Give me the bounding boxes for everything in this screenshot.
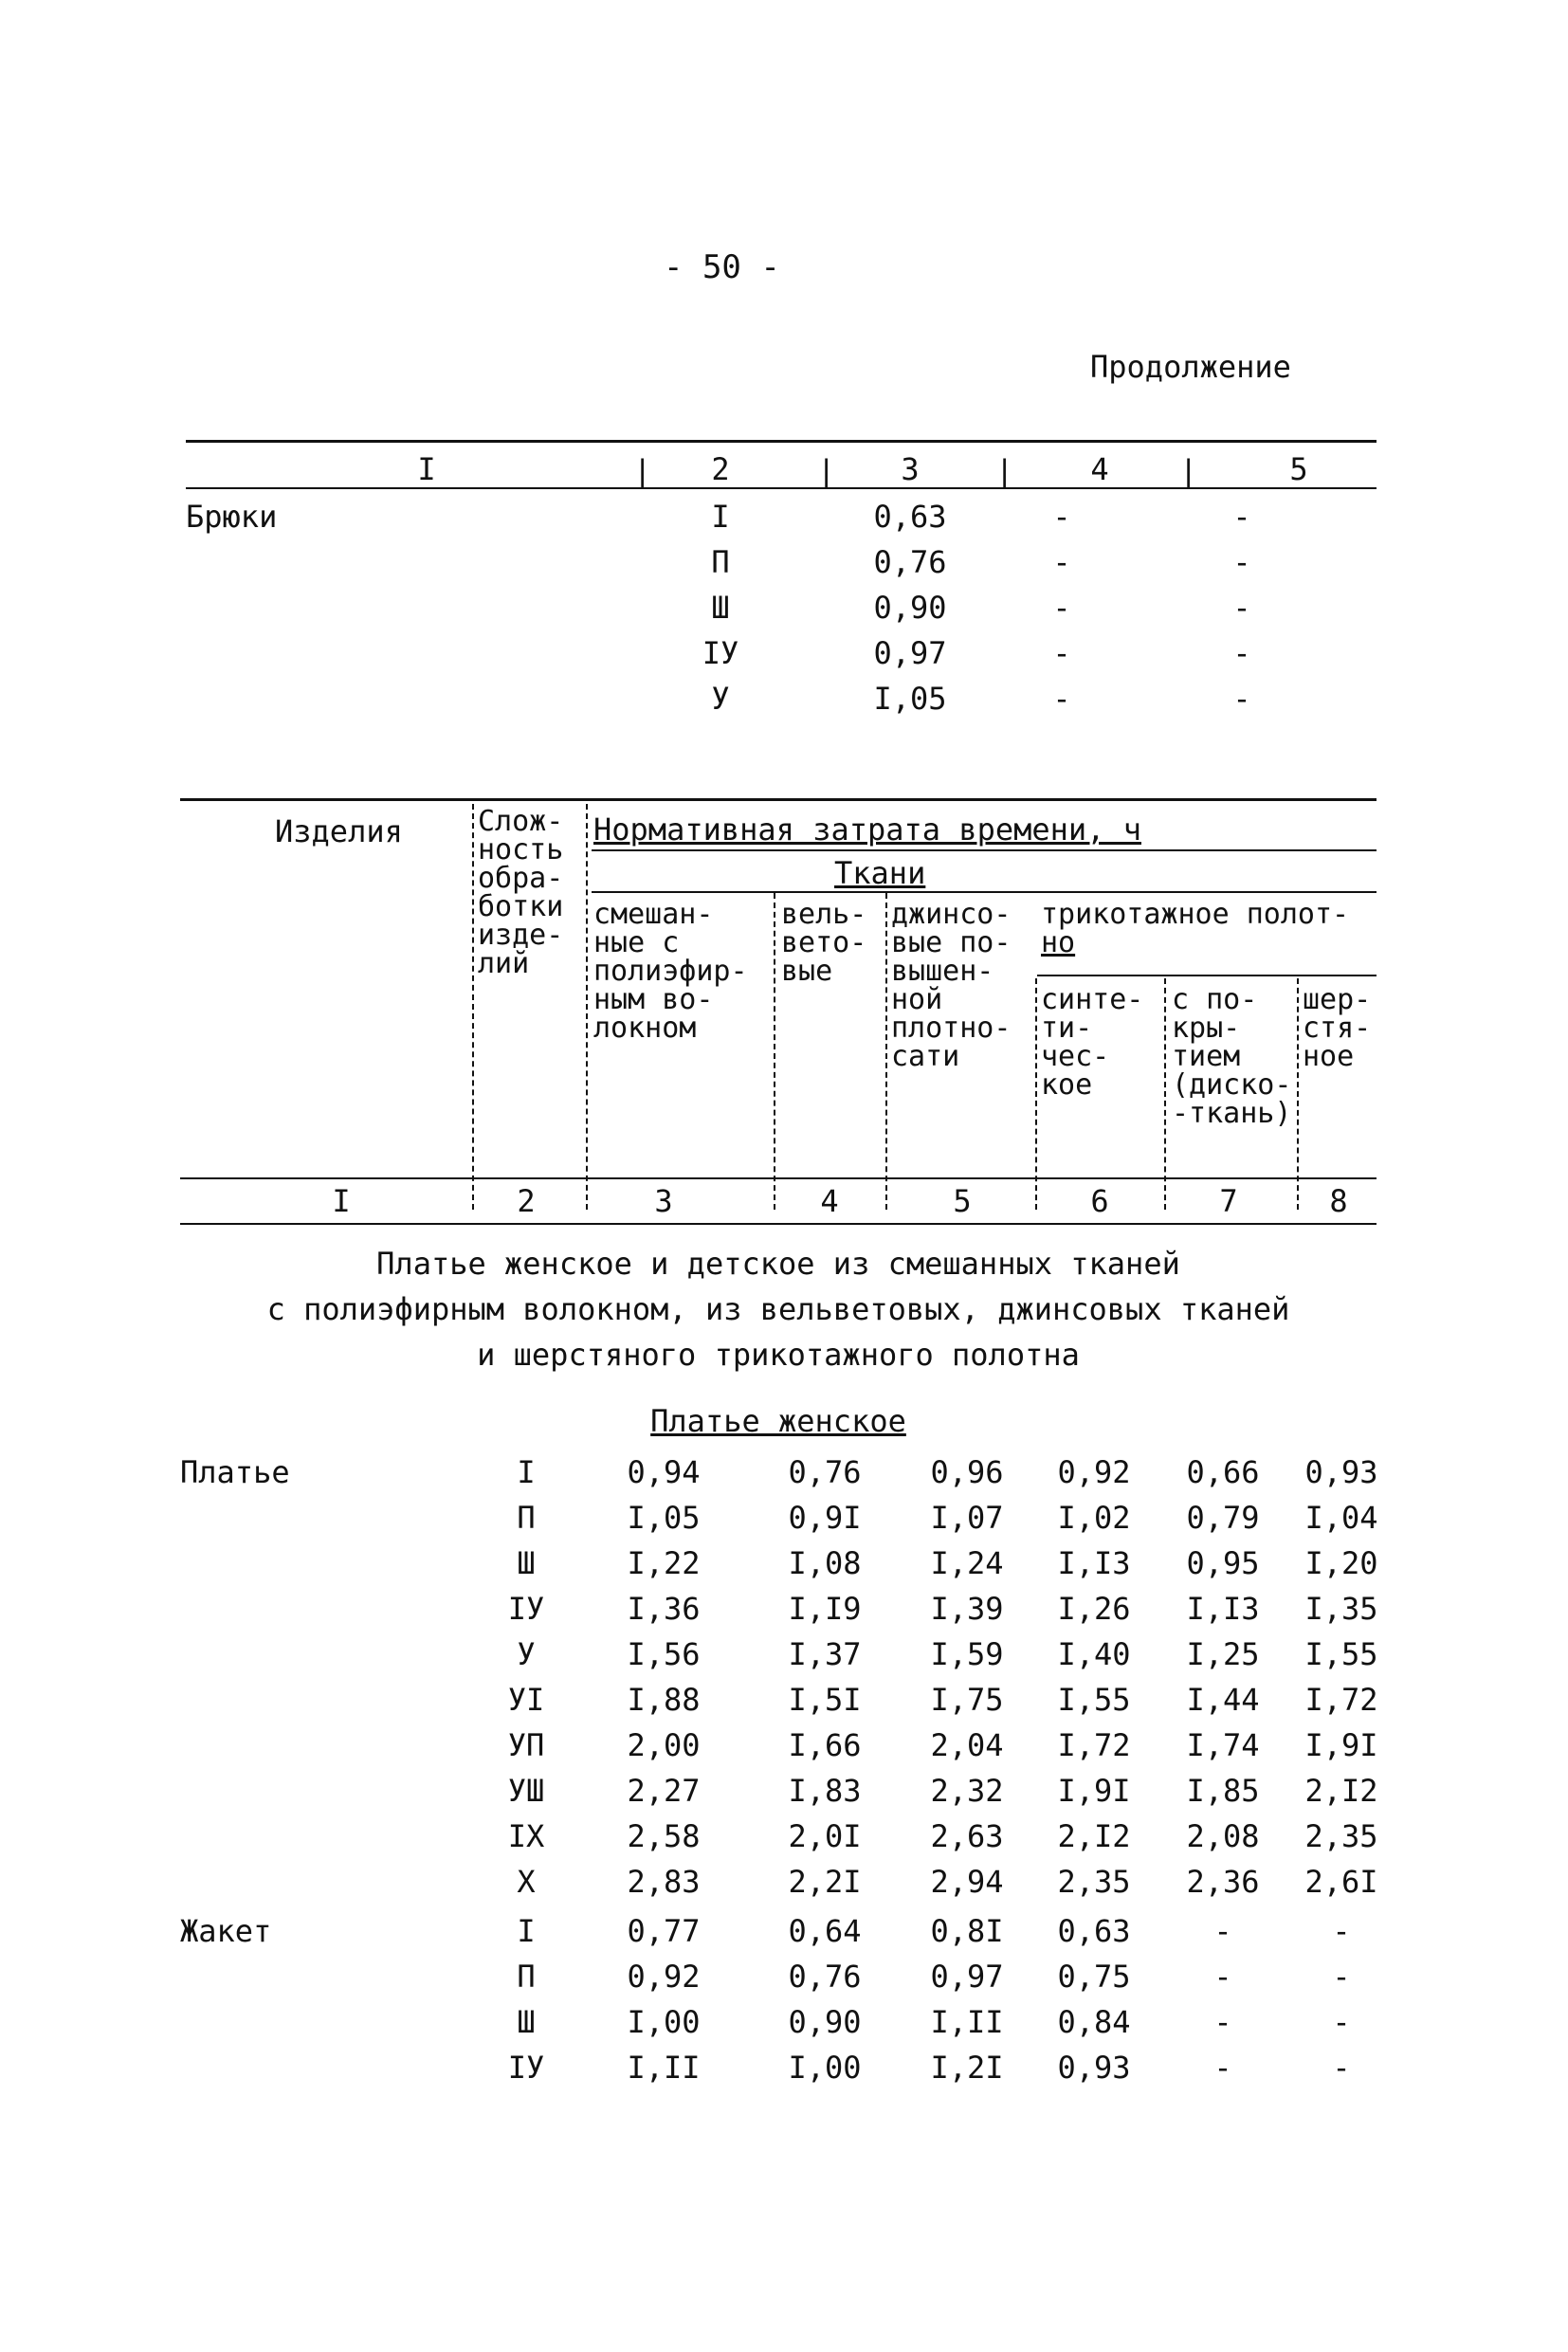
t1-sep: | [817,453,836,489]
value-cell: I,I3 [1057,1545,1131,1581]
value-cell: I,72 [1057,1727,1131,1763]
value-cell: I,II [930,2004,1004,2040]
value-cell: 0,75 [1057,1959,1131,1995]
t1-cell: - [1232,681,1251,717]
value-cell: I,40 [1057,1636,1131,1672]
value-cell: I,24 [930,1545,1004,1581]
t1-col-1: I [417,451,436,487]
value-cell: I,00 [627,2004,701,2040]
value-cell: 2,6I [1304,1864,1378,1900]
value-cell: I,20 [1304,1545,1378,1581]
value-cell: 0,92 [1057,1454,1131,1490]
t2-rule [1037,975,1377,976]
value-cell: 0,84 [1057,2004,1131,2040]
complexity-cell: П [517,1500,536,1536]
t2-rule [592,849,1377,851]
complexity-cell: IУ [507,2050,545,2086]
value-cell: I,55 [1057,1682,1131,1718]
value-cell: 0,92 [627,1959,701,1995]
value-cell: I,75 [930,1682,1004,1718]
t2-rule [180,1177,1377,1179]
complexity-cell: П [517,1959,536,1995]
complexity-cell: У [517,1636,536,1672]
value-cell: 2,58 [627,1818,701,1854]
value-cell: - [1213,1959,1232,1995]
value-cell: I,85 [1186,1773,1260,1809]
complexity-cell: УШ [507,1773,545,1809]
complexity-cell: I [517,1454,536,1490]
t2-vsep [472,804,474,1210]
t2-rule [592,891,1377,893]
complexity-cell: X [517,1864,536,1900]
value-cell: 2,00 [627,1727,701,1763]
value-cell: 2,36 [1186,1864,1260,1900]
t1-cell: 0,97 [873,635,947,671]
value-cell: I,55 [1304,1636,1378,1672]
t2-vsep [1035,978,1037,1210]
value-cell: 0,97 [930,1959,1004,1995]
t1-cell: - [1052,499,1071,535]
t2-vsep [885,893,887,1210]
t2-colnum: 4 [820,1183,839,1219]
complexity-cell: IX [507,1818,545,1854]
header-fabrics: Ткани [834,855,926,891]
value-cell: 0,63 [1057,1913,1131,1949]
value-cell: 2,0I [788,1818,862,1854]
t1-cell: У [711,681,730,717]
complexity-cell: I [517,1913,536,1949]
value-cell: 0,66 [1186,1454,1260,1490]
subsection-title: Платье женское [650,1403,906,1439]
value-cell: 0,95 [1186,1545,1260,1581]
t1-cell: - [1232,544,1251,580]
table-row-name: Брюки [186,499,278,535]
value-cell: 2,I2 [1057,1818,1131,1854]
t2-vsep [1164,978,1166,1210]
t1-cell: - [1052,544,1071,580]
value-cell: 0,76 [788,1454,862,1490]
value-cell: 0,96 [930,1454,1004,1490]
t1-cell: 0,76 [873,544,947,580]
t1-cell: IУ [702,635,739,671]
value-cell: I,5I [788,1682,862,1718]
t2-vsep [586,804,588,1210]
t1-cell: - [1232,590,1251,626]
t2-colnum: I [332,1183,351,1219]
t1-cell: Ш [711,590,730,626]
t1-cell: - [1052,635,1071,671]
t1-cell: I [711,499,730,535]
value-cell: 2,35 [1304,1818,1378,1854]
t1-col-4: 4 [1090,451,1109,487]
header-wool: шер- стя- ное [1303,983,1372,1073]
t1-col-3: 3 [901,451,920,487]
value-cell: I,35 [1304,1591,1378,1627]
value-cell: I,59 [930,1636,1004,1672]
t2-colnum: 6 [1090,1183,1109,1219]
t1-cell: - [1052,681,1071,717]
value-cell: I,I9 [788,1591,862,1627]
value-cell: 2,94 [930,1864,1004,1900]
group-name: Платье [180,1454,290,1490]
value-cell: I,39 [930,1591,1004,1627]
complexity-cell: УП [507,1727,545,1763]
value-cell: I,88 [627,1682,701,1718]
t1-cell: - [1052,590,1071,626]
value-cell: 0,94 [627,1454,701,1490]
value-cell: I,00 [788,2050,862,2086]
t2-colnum: 3 [654,1183,673,1219]
t1-sep: | [995,453,1014,489]
t1-col-2: 2 [711,451,730,487]
header-velvet: вель- вето- вые [781,898,867,988]
value-cell: 2,I2 [1304,1773,1378,1809]
section-title-line: и шерстяного трикотажного полотна [477,1337,1080,1373]
t1-col-5: 5 [1289,451,1308,487]
value-cell: 2,27 [627,1773,701,1809]
complexity-cell: IУ [507,1591,545,1627]
value-cell: 0,93 [1057,2050,1131,2086]
t1-sep: | [633,453,652,489]
complexity-cell: УI [507,1682,545,1718]
t1-cell: - [1232,499,1251,535]
value-cell: I,9I [1057,1773,1131,1809]
header-mixed-polyester: смешан- ные с полиэфир- ным во- локном [593,898,748,1045]
t2-colnum: 5 [953,1183,972,1219]
value-cell: I,9I [1304,1727,1378,1763]
value-cell: - [1332,2050,1351,2086]
table1-header-rule [186,487,1377,489]
value-cell: - [1332,1913,1351,1949]
value-cell: I,07 [930,1500,1004,1536]
page-number: - 50 - [664,248,780,286]
t1-cell: П [711,544,730,580]
value-cell: 2,32 [930,1773,1004,1809]
value-cell: 0,93 [1304,1454,1378,1490]
t1-cell: I,05 [873,681,947,717]
section-title-line: с полиэфирным волокном, из вельветовых, джинсовых тканей [266,1291,1290,1327]
value-cell: 2,83 [627,1864,701,1900]
t2-vsep [1297,978,1299,1210]
value-cell: I,83 [788,1773,862,1809]
value-cell: - [1332,2004,1351,2040]
header-norm-time: Нормативная затрата времени, ч [593,811,1141,848]
value-cell: I,II [627,2050,701,2086]
complexity-cell: Ш [517,1545,536,1581]
value-cell: I,25 [1186,1636,1260,1672]
value-cell: - [1213,2004,1232,2040]
section-title-line: Платье женское и детское из смешанных тканей [376,1246,1180,1282]
value-cell: 2,35 [1057,1864,1131,1900]
value-cell: 0,76 [788,1959,862,1995]
value-cell: I,72 [1304,1682,1378,1718]
table1-top-rule [186,440,1377,443]
value-cell: 0,8I [930,1913,1004,1949]
header-complexity: Слож- ность обра- ботки изде- лий [478,805,564,980]
value-cell: 2,04 [930,1727,1004,1763]
value-cell: - [1213,2050,1232,2086]
value-cell: I,44 [1186,1682,1260,1718]
value-cell: I,08 [788,1545,862,1581]
value-cell: - [1213,1913,1232,1949]
table2-top-rule [180,798,1377,801]
value-cell: I,2I [930,2050,1004,2086]
header-synthetic: синте- ти- чес- кое [1041,983,1144,1102]
group-name: Жакет [180,1913,272,1949]
value-cell: I,36 [627,1591,701,1627]
value-cell: I,05 [627,1500,701,1536]
t1-cell: 0,90 [873,590,947,626]
value-cell: - [1332,1959,1351,1995]
t2-colnum: 8 [1329,1183,1348,1219]
value-cell: I,I3 [1186,1591,1260,1627]
value-cell: I,26 [1057,1591,1131,1627]
value-cell: 2,2I [788,1864,862,1900]
t2-rule [180,1223,1377,1225]
value-cell: I,66 [788,1727,862,1763]
header-knit-fabric: трикотажное полот- но [1041,898,1350,959]
t1-cell: 0,63 [873,499,947,535]
header-denim: джинсо- вые по- вышен- ной плотно- сати [891,898,1012,1073]
t1-sep: | [1179,453,1198,489]
value-cell: 2,63 [930,1818,1004,1854]
value-cell: I,22 [627,1545,701,1581]
value-cell: I,02 [1057,1500,1131,1536]
t1-cell: - [1232,635,1251,671]
value-cell: I,04 [1304,1500,1378,1536]
complexity-cell: Ш [517,2004,536,2040]
header-products: Изделия [275,813,403,849]
continuation-label: Продолжение [1090,349,1291,385]
value-cell: I,56 [627,1636,701,1672]
value-cell: 2,08 [1186,1818,1260,1854]
value-cell: 0,9I [788,1500,862,1536]
t2-vsep [774,893,775,1210]
t2-colnum: 7 [1219,1183,1238,1219]
value-cell: 0,90 [788,2004,862,2040]
value-cell: I,74 [1186,1727,1260,1763]
t2-colnum: 2 [517,1183,536,1219]
value-cell: 0,77 [627,1913,701,1949]
header-coated: с по- кры- тием (диско- -ткань) [1172,983,1292,1130]
value-cell: 0,64 [788,1913,862,1949]
value-cell: I,37 [788,1636,862,1672]
value-cell: 0,79 [1186,1500,1260,1536]
